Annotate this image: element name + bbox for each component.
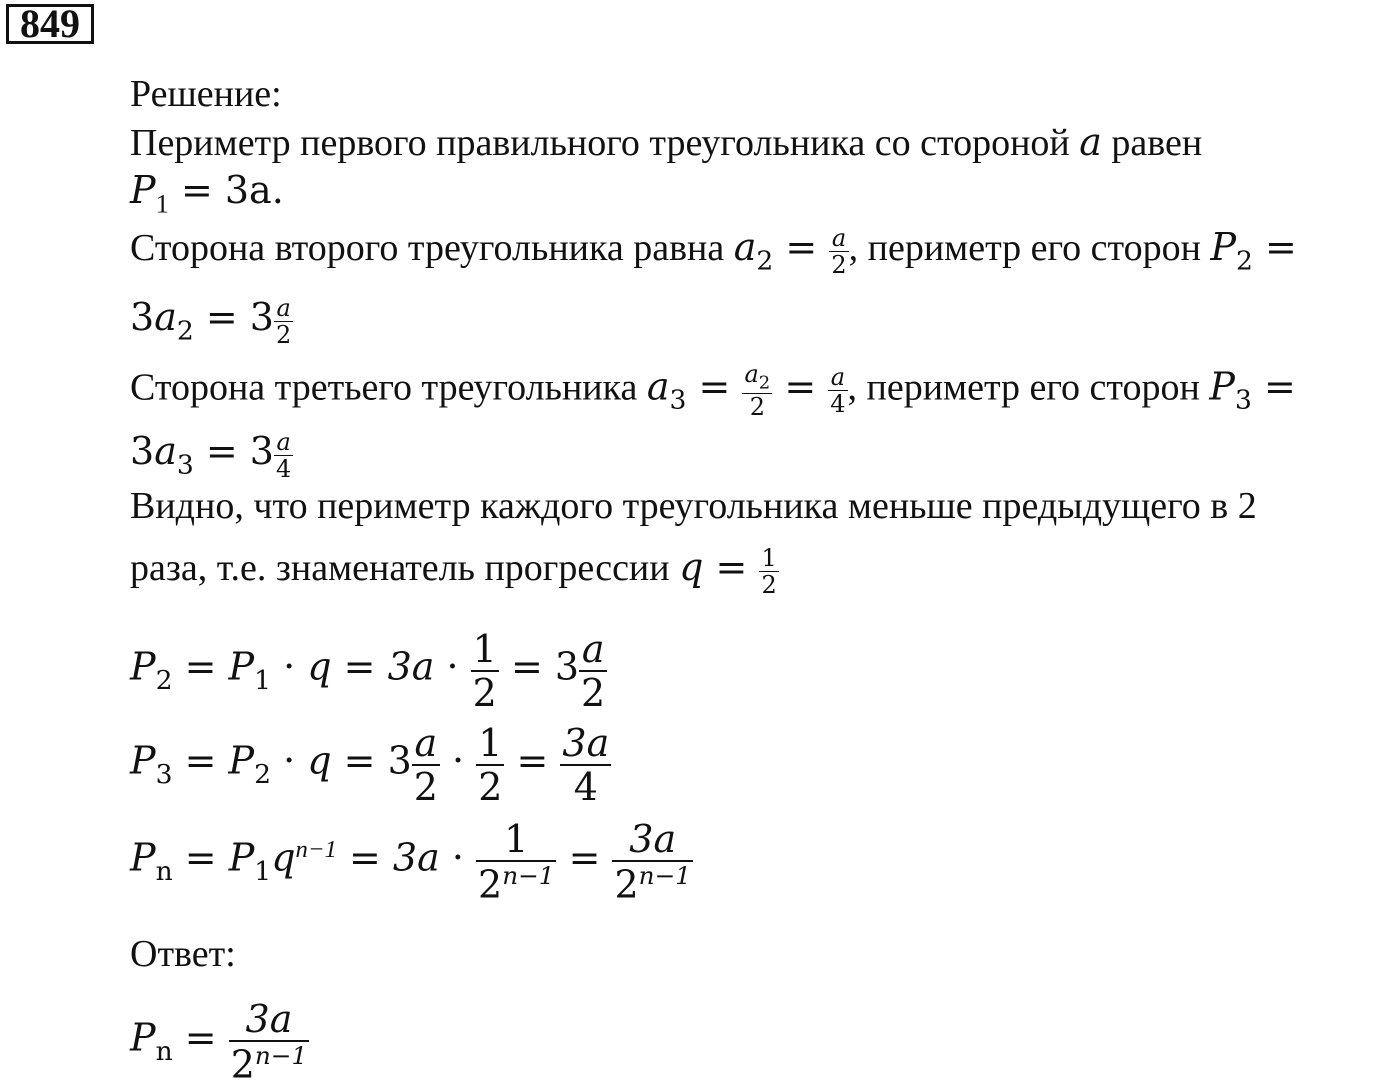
var-q: q [307, 738, 332, 783]
var-q: q [271, 835, 296, 880]
frac-den [612, 861, 692, 907]
exp-n-minus-1: n−1 [295, 835, 337, 863]
digit-3: 3 [249, 429, 274, 474]
eq-sign: = [556, 835, 613, 880]
dot-sign: · [434, 644, 471, 689]
frac-a-over-2 [579, 627, 607, 715]
var-P: P [228, 738, 255, 783]
frac-den: 2 [761, 571, 777, 599]
var-q: q [307, 644, 332, 689]
frac-den: 4 [573, 765, 598, 809]
line8-text: раза, т.е. знаменатель прогрессии [130, 547, 680, 590]
eq-sign: = [1252, 225, 1297, 270]
frac-a-over-2 [829, 226, 848, 277]
frac-num: a [828, 365, 847, 391]
frac-num: a [274, 296, 293, 322]
formula-3a2 [130, 296, 293, 352]
var-P: P [130, 738, 156, 783]
frac-den: 4 [275, 455, 292, 483]
answer-formula [130, 997, 309, 1087]
frac-num: a [274, 430, 293, 456]
frac-den: 2 [749, 393, 765, 422]
frac-a-over-4 [828, 363, 847, 419]
eq-sign: = [172, 644, 229, 689]
var-P: P [130, 644, 156, 689]
exp-n-minus-1: n−1 [254, 1041, 308, 1070]
var-P: P [130, 168, 156, 212]
var-P: P [1209, 364, 1235, 409]
frac-num: a [829, 226, 848, 252]
eq-sign: = [498, 644, 555, 689]
frac-num: 1 [761, 544, 777, 572]
sub-2: 2 [758, 372, 771, 394]
term-3a: 3a [392, 835, 440, 880]
var-P: P [130, 835, 156, 880]
sub-2: 2 [1236, 245, 1253, 277]
line5-mid: , периметр его сторон [847, 366, 1210, 409]
frac-den: 2 [478, 765, 503, 809]
line3-mid: , периметр его сторон [848, 227, 1211, 270]
exp-n-minus-1: n−1 [502, 861, 555, 890]
eq-sign: = [172, 738, 229, 783]
base-2: 2 [614, 862, 639, 907]
eq-sign: = [772, 364, 829, 409]
answer-label: Ответ: [130, 933, 236, 975]
sub-1: 1 [254, 665, 271, 697]
var-P: P [130, 1015, 156, 1060]
dot-sign: · [271, 738, 308, 783]
eq-sign: = [172, 835, 229, 880]
formula-p3 [130, 721, 611, 809]
var-a: a [154, 295, 177, 340]
var-P: P [228, 644, 255, 689]
var-P: P [228, 835, 255, 880]
frac-a2-over-2 [742, 360, 772, 422]
formula-p1-rest: = 3a. [168, 168, 284, 212]
frac-1-over-2pow [476, 817, 556, 907]
eq-sign: = [773, 225, 830, 270]
frac-den: 2 [275, 321, 292, 349]
eq-sign: = [504, 738, 561, 783]
eq-sign: = [703, 545, 760, 590]
frac-num: 1 [476, 820, 556, 862]
frac-den: 2 [413, 765, 438, 809]
frac-1-over-2 [759, 546, 778, 597]
sub-1: 1 [254, 855, 272, 887]
eq-sign: = [172, 1015, 229, 1060]
frac-num: 1 [472, 627, 497, 671]
dot-sign: · [439, 835, 476, 880]
eq-sign: = [686, 364, 743, 409]
frac-1-over-2 [476, 721, 504, 809]
frac-3a-over-4 [560, 721, 611, 809]
dot-sign: · [439, 738, 477, 783]
solution-label: Решение: [130, 73, 282, 115]
sub-3: 3 [1234, 384, 1252, 416]
eq-sign: = [193, 429, 250, 474]
line1-text: Периметр первого правильного треугольника со стороной [130, 122, 1080, 164]
frac-num [742, 362, 772, 394]
line3-text: Сторона второго треугольника равна [130, 227, 734, 270]
sub-n: n [155, 855, 173, 887]
frac-den: 2 [831, 251, 847, 279]
frac-1-over-2 [471, 627, 499, 715]
frac-a-over-2 [274, 296, 293, 347]
eq-sign: = [1251, 364, 1296, 409]
line5-text: Сторона третьего треугольника [130, 366, 647, 409]
frac-num: 1 [478, 721, 503, 765]
frac-den: 4 [830, 390, 846, 419]
eq-sign: = [193, 295, 250, 340]
line1-end: равен [1101, 122, 1203, 164]
digit-3: 3 [554, 644, 580, 689]
text-line-5 [130, 362, 1296, 421]
var-a: a [733, 225, 757, 270]
sub-2: 2 [756, 245, 774, 277]
frac-den [229, 1041, 309, 1087]
text-line-8 [130, 546, 779, 597]
sub-2: 2 [176, 315, 194, 347]
var-a: a [1079, 120, 1102, 164]
text-line-1 [130, 122, 1202, 163]
dot-sign: · [271, 644, 308, 689]
sub-3: 3 [155, 759, 173, 791]
frac-3a-over-2pow [229, 997, 309, 1087]
var-q: q [679, 545, 704, 590]
digit-3: 3 [130, 295, 155, 340]
problem-number: 849 [6, 4, 94, 44]
digit-3: 3 [249, 295, 274, 340]
formula-p2 [130, 627, 607, 715]
sub-2: 2 [155, 665, 173, 697]
frac-den: 2 [581, 671, 606, 715]
var-a: a [154, 429, 177, 474]
frac-3a-over-2pow [612, 817, 692, 907]
eq-sign: = [336, 835, 393, 880]
formula-p1 [130, 170, 284, 223]
base-2: 2 [230, 1042, 255, 1087]
formula-pn [130, 817, 693, 907]
sub-n: n [155, 1035, 173, 1067]
eq-sign: = [331, 644, 388, 689]
sub-1: 1 [155, 188, 169, 219]
digit-3: 3 [387, 738, 412, 783]
frac-den [476, 861, 556, 907]
sub-3: 3 [176, 449, 194, 481]
text-line-7: Видно, что периметр каждого треугольника меньше предыдущего в 2 [130, 485, 1257, 527]
eq-sign: = [331, 738, 388, 783]
frac-num: a [412, 724, 440, 766]
base-2: 2 [478, 862, 503, 907]
frac-a-over-4 [274, 430, 293, 481]
frac-num: 3a [612, 820, 692, 862]
frac-a-over-2 [412, 721, 440, 809]
frac-num: a [579, 630, 607, 672]
var-a: a [744, 360, 759, 388]
sub-2: 2 [254, 759, 271, 791]
exp-n-minus-1: n−1 [638, 861, 691, 890]
frac-num: 3a [229, 1000, 309, 1042]
var-a: a [646, 364, 670, 409]
text-line-3 [130, 226, 1297, 282]
formula-3a3 [130, 430, 293, 486]
frac-num: 3a [562, 721, 610, 765]
sub-3: 3 [669, 384, 687, 416]
term-3a: 3a [387, 644, 435, 689]
digit-3: 3 [130, 429, 155, 474]
frac-den: 2 [472, 671, 497, 715]
var-P: P [1210, 225, 1237, 270]
